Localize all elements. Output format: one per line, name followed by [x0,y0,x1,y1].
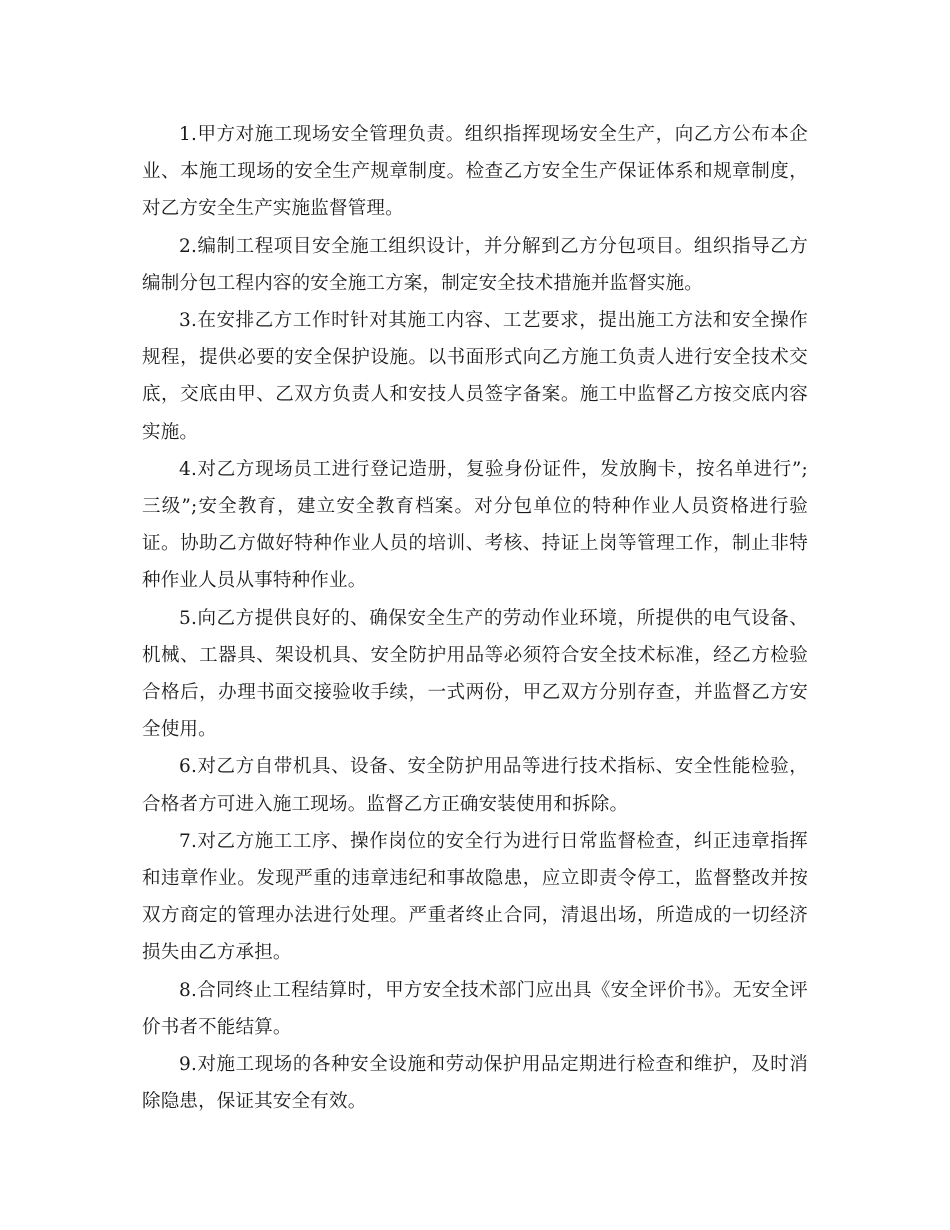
paragraph-5: 5.向乙方提供良好的、确保安全生产的劳动作业环境，所提供的电气设备、机械、工器具、架设机具、安全防护用品等必须符合安全技术标准，经乙方检验合格后，办理书面交接验收手续，一式两份，甲乙双方分别存查，并监督乙方安全使用。 [142,607,808,741]
paragraph-7: 7.对乙方施工工序、操作岗位的安全行为进行日常监督检查，纠正违章指挥和违章作业。发现严重的违章违纪和事故隐患，应立即责令停工，监督整改并按双方商定的管理办法进行处理。严重者终止合同，清退出场，所造成的一切经济损失由乙方承担。 [142,830,808,964]
paragraph-1: 1.甲方对施工现场安全管理负责。组织指挥现场安全生产，向乙方公布本企业、本施工现场的安全生产规章制度。检查乙方安全生产保证体系和规章制度，对乙方安全生产实施监督管理。 [142,124,808,220]
paragraph-9: 9.对施工现场的各种安全设施和劳动保护用品定期进行检查和维护，及时消除隐患，保证其安全有效。 [142,1054,808,1113]
paragraph-2: 2.编制工程项目安全施工组织设计，并分解到乙方分包项目。组织指导乙方编制分包工程内容的安全施工方案，制定安全技术措施并监督实施。 [142,235,808,294]
document-body [142,116,808,1120]
paragraph-8: 8.合同终止工程结算时，甲方安全技术部门应出具《安全评价书》。无安全评价书者不能结算。 [142,979,808,1038]
paragraph-3: 3.在安排乙方工作时针对其施工内容、工艺要求，提出施工方法和安全操作规程，提供必要的安全保护设施。以书面形式向乙方施工负责人进行安全技术交底，交底由甲、乙双方负责人和安技人员签字备案。施工中监督乙方按交底内容实施。 [142,310,808,443]
paragraph-4: 4.对乙方现场员工进行登记造册，复验身份证件，发放胸卡，按名单进行”;三级”;安全教育，建立安全教育档案。对分包单位的特种作业人员资格进行验证。协助乙方做好特种作业人员的培训、考核、持证上岗等管理工作，制止非特种作业人员从事特种作业。 [142,458,808,592]
paragraph-6: 6.对乙方自带机具、设备、安全防护用品等进行技术指标、安全性能检验，合格者方可进入施工现场。监督乙方正确安装使用和拆除。 [142,756,808,815]
